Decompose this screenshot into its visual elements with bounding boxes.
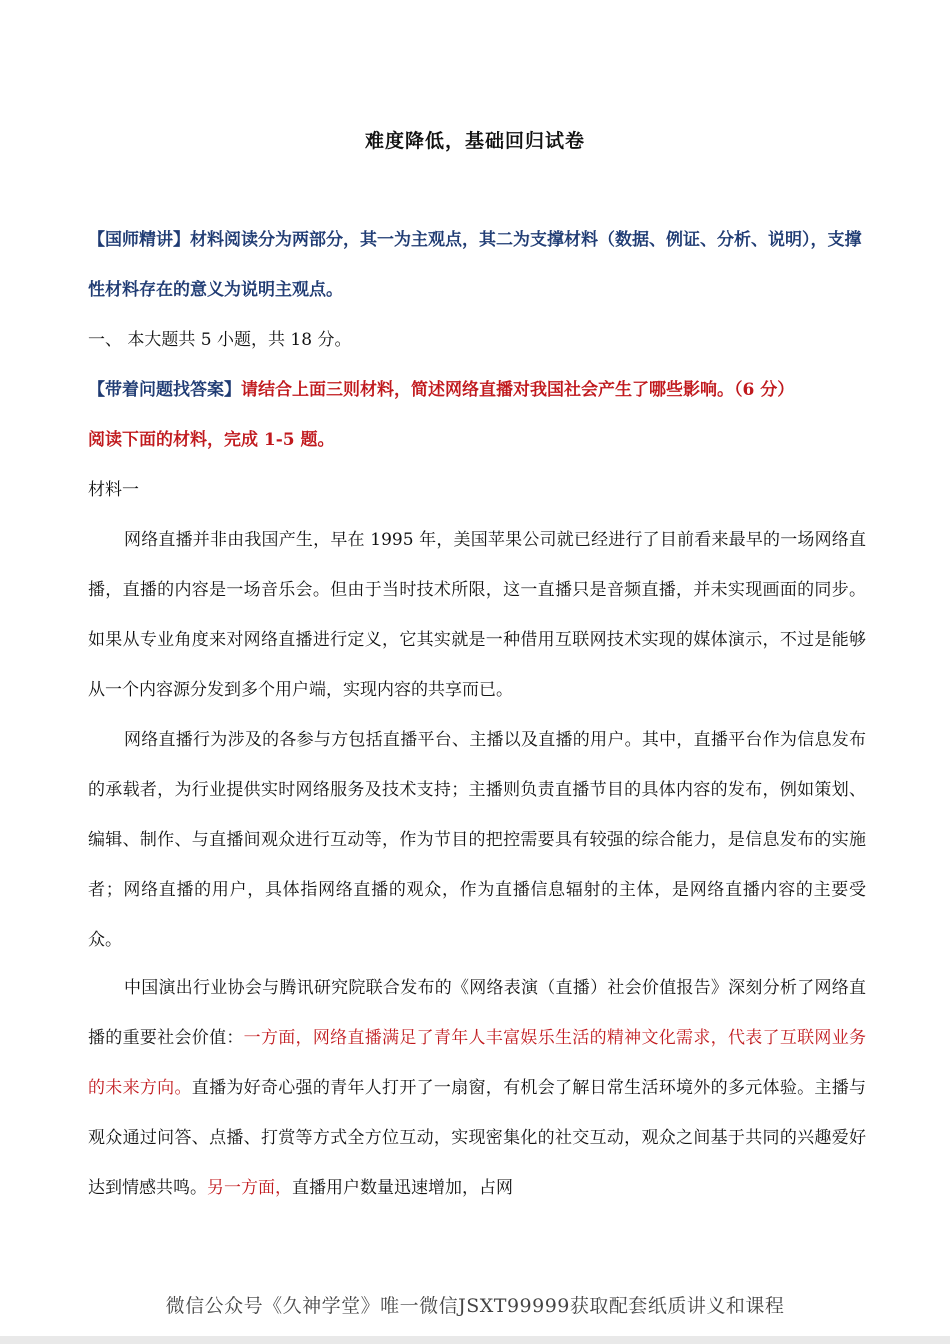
paragraph-3-part-c: 直播用户数量迅速增加，占网 xyxy=(292,1178,513,1198)
question-text: 请结合上面三则材料，简述网络直播对我国社会产生了哪些影响。（6 分） xyxy=(241,380,795,400)
instruction-line: 阅读下面的材料，完成 1-5 题。 xyxy=(88,430,335,450)
page-bottom-edge xyxy=(0,1336,950,1344)
page-title: 难度降低，基础回归试卷 xyxy=(364,130,585,152)
guide-paragraph xyxy=(88,215,866,315)
paragraph-3-highlight-1: 一方面，网络直播满足了青年人丰富娱乐生活的精神文化需求，代表了互联网业务的未来方向。 xyxy=(88,1028,867,1098)
section-heading: 一、 本大题共 5 小题，共 18 分。 xyxy=(88,330,352,350)
footer-watermark: 微信公众号《久神学堂》唯一微信JSXT99999获取配套纸质讲义和课程 xyxy=(165,1295,785,1317)
paragraph-3-part-b: 直播为好奇心强的青年人打开了一扇窗，有机会了解日常生活环境外的多元体验。主播与观众通过问答、点播、打赏等方式全方位互动，实现密集化的社交互动，观众之间基于共同的兴趣爱好达到情感共鸣。 xyxy=(88,1078,867,1198)
paragraph-3-part-a: 中国演出行业协会与腾讯研究院联合发布的《网络表演（直播）社会价值报告》深刻分析了网络直播的重要社会价值： xyxy=(88,978,866,1048)
paragraph-2: 网络直播行为涉及的各参与方包括直播平台、主播以及直播的用户。其中，直播平台作为信息发布的承载者，为行业提供实时网络服务及技术支持；主播则负责直播节目的具体内容的发布，例如策划、编辑、制作、与直播间观众进行互动等，作为节目的把控需要具有较强的综合能力，是信息发布的实施者；网络直播的用户，具体指网络直播的观众，作为直播信息辐射的主体，是网络直播内容的主要受众。 xyxy=(88,730,866,950)
guide-tag: 【国师精讲】 xyxy=(88,230,190,250)
question-tag: 【带着问题找答案】 xyxy=(88,380,241,400)
paragraph-3 xyxy=(88,963,866,1213)
material-label: 材料一 xyxy=(88,480,139,500)
question-paragraph xyxy=(88,365,866,415)
paragraph-3-highlight-2: 另一方面， xyxy=(207,1178,292,1198)
guide-text: 材料阅读分为两部分，其一为主观点，其二为支撑材料（数据、例证、分析、说明），支撑性材料存在的意义为说明主观点。 xyxy=(88,230,862,300)
paragraph-1: 网络直播并非由我国产生，早在 1995 年，美国苹果公司就已经进行了目前看来最早的一场网络直播，直播的内容是一场音乐会。但由于当时技术所限，这一直播只是音频直播，并未实现画面的同步。如果从专业角度来对网络直播进行定义，它其实就是一种借用互联网技术实现的媒体演示，不过是能够从一个内容源分发到多个用户端，实现内容的共享而已。 xyxy=(88,530,866,700)
